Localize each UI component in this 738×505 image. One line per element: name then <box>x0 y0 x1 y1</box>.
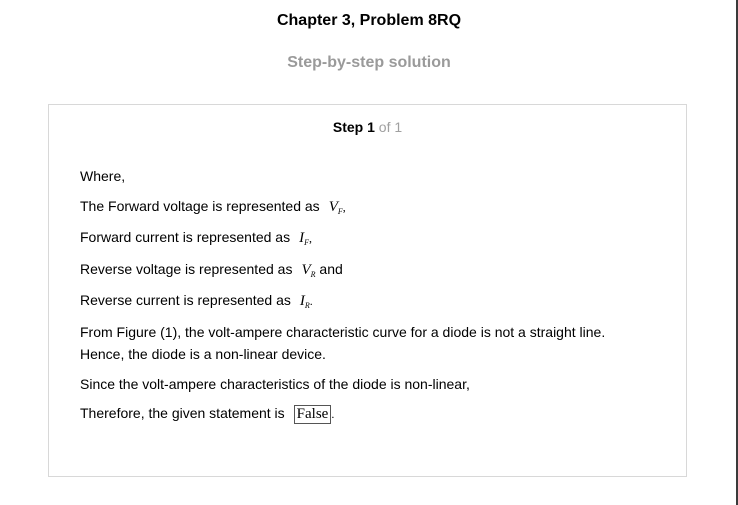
conclusion-text: Therefore, the given statement is <box>80 405 285 421</box>
and-word: and <box>319 261 343 277</box>
step-header <box>49 119 686 135</box>
chapter-title: Chapter 3, Problem 8RQ <box>276 12 462 29</box>
forward-voltage-symbol: $V_F$ <box>328 199 343 216</box>
forward-current-line <box>80 229 312 246</box>
forward-voltage-text: The Forward voltage is represented as <box>80 198 320 214</box>
characteristics-paragraph: Since the volt-ampere characteristics of the diode is non-linear, <box>80 376 470 392</box>
forward-current-symbol: $I_F$ <box>299 230 309 247</box>
nonlinear-paragraph: Hence, the diode is a non-linear device. <box>80 346 326 362</box>
punctuation: , <box>308 231 312 245</box>
forward-voltage-line <box>80 198 346 215</box>
step-label: Step <box>332 119 364 135</box>
conclusion-line <box>80 405 334 424</box>
reverse-voltage-text: Reverse voltage is represented as <box>80 261 293 277</box>
reverse-current-text: Reverse current is represented as <box>80 292 291 308</box>
solution-subtitle: Step-by-step solution <box>287 54 451 71</box>
reverse-current-symbol: $I_R$ <box>299 293 310 310</box>
forward-current-text: Forward current is represented as <box>80 229 291 245</box>
reverse-voltage-line <box>80 261 343 278</box>
punctuation: . <box>331 407 335 421</box>
punctuation: . <box>309 294 313 308</box>
step-number: 1 <box>367 119 375 135</box>
figure-paragraph: From Figure (1), the volt-ampere characteristic curve for a diode is not a straight line. <box>80 324 606 340</box>
punctuation: , <box>342 200 346 214</box>
step-total: of 1 <box>378 119 403 135</box>
reverse-current-line <box>80 292 313 309</box>
reverse-voltage-symbol: $V_R$ <box>301 262 316 279</box>
step-card <box>48 104 687 477</box>
answer-box: False <box>294 405 332 424</box>
where-line: Where, <box>80 168 126 184</box>
